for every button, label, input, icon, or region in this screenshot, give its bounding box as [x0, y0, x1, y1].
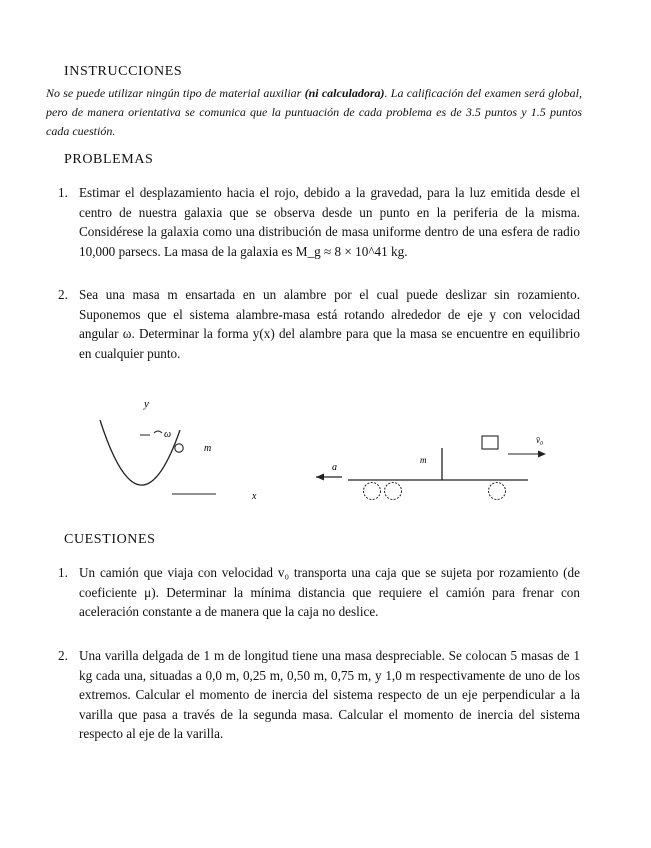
cargo-box [482, 436, 498, 449]
velocity-arrowhead [538, 451, 546, 458]
problem-item [58, 183, 580, 261]
problem-figure [80, 385, 580, 510]
figure-svg [80, 385, 580, 510]
omega-label: ω [164, 429, 172, 440]
problem-number: 1. [58, 185, 68, 200]
problem-text: Estimar el desplazamiento hacia el rojo, debido a la gravedad, para la luz emitida desde el centro de nuestra galaxia que se observa desde un punto en la periferia de la misma. Considérese la galaxia como una distribución de masa uniforme dentro de una esfera de radio 10,000 parsecs. La masa de la galaxia es M_g ≈ 8 × 10^41 kg. [79, 185, 580, 259]
problemas-title: PROBLEMAS [64, 152, 154, 167]
problem-number: 2. [58, 287, 68, 302]
acceleration-arrowhead [316, 474, 324, 481]
instructions-text [46, 84, 582, 141]
instructions-text-bold: (ni calculadora) [304, 86, 385, 100]
front-wheel [489, 483, 506, 500]
cuestiones-title: CUESTIONES [64, 532, 156, 547]
question-number: 2. [58, 648, 68, 663]
rear-wheel [364, 483, 381, 500]
instrucciones-title: INSTRUCCIONES [64, 64, 183, 79]
rotation-marker [140, 431, 162, 435]
question-text: Un camión que viaja con velocidad v₀ transporta una caja que se sujeta por rozamiento (de coeficiente μ). Determinar la mínima distancia que requiere el camión para frenar con aceleración constante a de manera que la caja no deslice. [79, 565, 580, 619]
question-number: 1. [58, 565, 68, 580]
y-axis-label: y [144, 398, 149, 410]
bead-mass [175, 444, 183, 452]
truck-mass-label: m [420, 455, 427, 465]
mass-label: m [204, 443, 212, 454]
problem-text: Sea una masa m ensartada en un alambre por el cual puede deslizar sin rozamiento. Suponemos que el sistema alambre-masa está rotando alrededor de eje y con velocidad angular ω. Determinar la forma y(x) del alambre para que la masa se encuentre en equilibrio en cualquier punto. [79, 287, 580, 361]
question-text: Una varilla delgada de 1 m de longitud tiene una masa despreciable. Se colocan 5 masas de 1 kg cada una, situadas a 0,0 m, 0,25 m, 0,50 m, 0,75 m, y 1,0 m respectivamente de uno de los extremos. Calcular el momento de inercia del sistema respecto de un eje perpendicular a la varilla que pasa a través de la segunda masa. Calcular el momento de inercia del sistema respecto al eje de la varilla. [79, 648, 580, 741]
x-axis-label: x [252, 491, 257, 502]
question-item [58, 563, 580, 622]
acceleration-label: a [332, 462, 337, 473]
instructions-text-before: No se puede utilizar ningún tipo de material auxiliar [46, 86, 305, 100]
instructions-text-after: . La calificación del examen será global, pero de manera orientativa se comunica que la puntuación de cada problema es de 3.5 puntos y 1.5 puntos cada cuestión. [46, 86, 582, 138]
rear-wheel [385, 483, 402, 500]
velocity-label: v̄₀ [536, 435, 544, 445]
question-item [58, 646, 580, 744]
problem-item [58, 285, 580, 363]
